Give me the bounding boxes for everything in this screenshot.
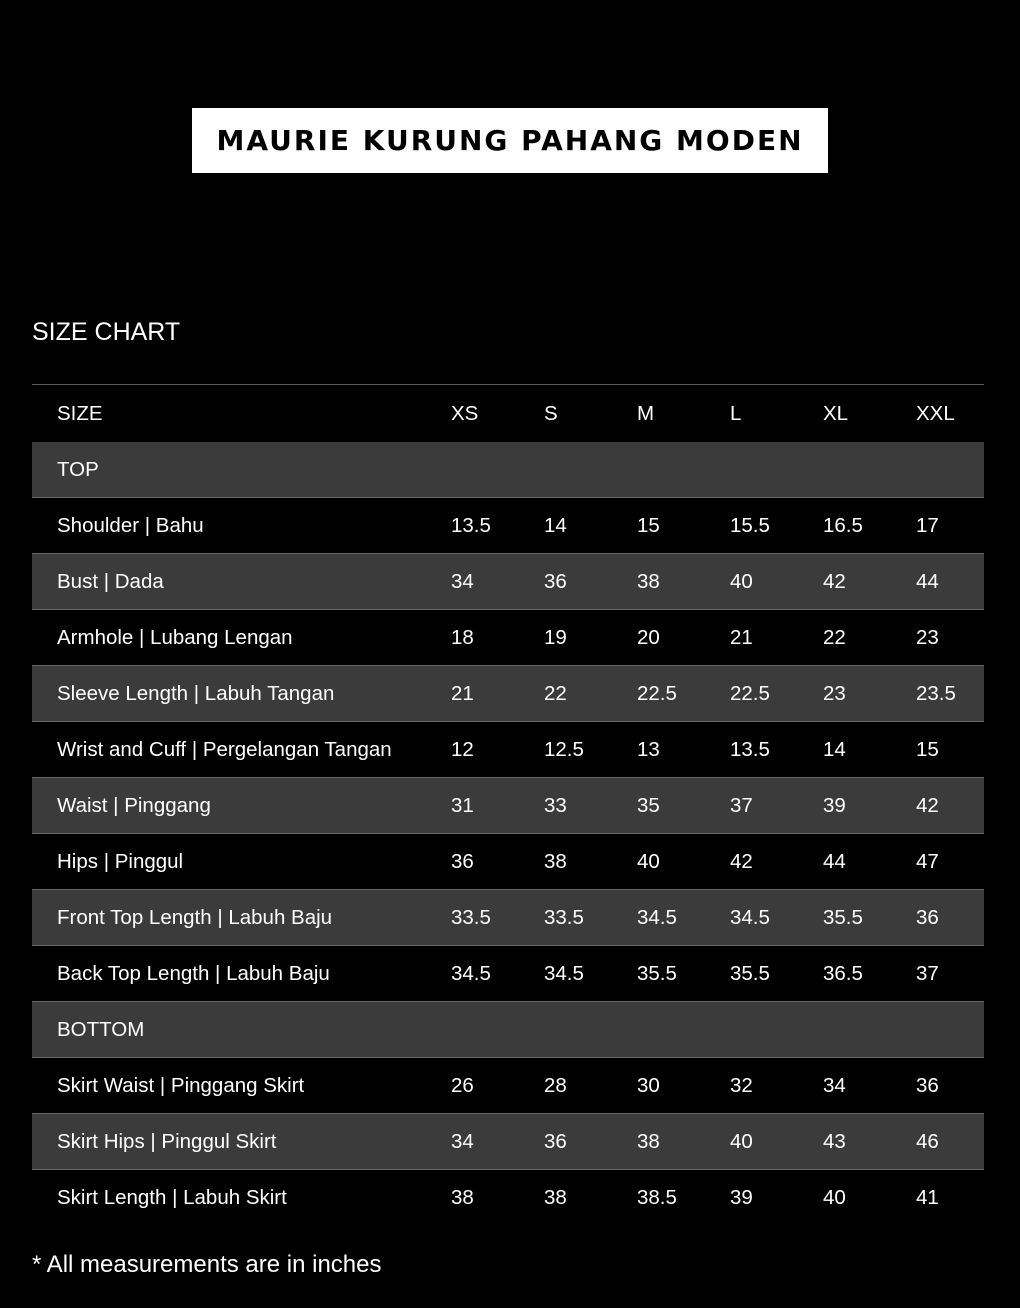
measurement-value: 34.5 (451, 961, 491, 985)
table-row (32, 722, 984, 778)
measurement-value: 36.5 (823, 961, 863, 985)
measurement-value: 18 (451, 625, 474, 649)
measurement-value: 44 (916, 569, 939, 593)
size-chart-table (32, 384, 984, 1226)
measurement-value: 34.5 (637, 905, 677, 929)
measurement-label: Hips | Pinggul (57, 849, 184, 873)
measurement-label: Bust | Dada (57, 569, 164, 593)
measurement-value: 36 (451, 849, 474, 873)
measurement-value: 36 (544, 569, 567, 593)
section-row (32, 1002, 984, 1058)
table-row (32, 1058, 984, 1114)
measurement-value: 35.5 (823, 905, 863, 929)
measurement-value: 40 (730, 569, 753, 593)
measurement-value: 31 (451, 793, 474, 817)
measurement-value: 38.5 (637, 1186, 677, 1209)
measurement-value: 13.5 (451, 513, 491, 537)
measurement-label: Armhole | Lubang Lengan (57, 625, 293, 649)
measurement-value: 22.5 (730, 681, 770, 705)
measurement-value: 37 (730, 793, 753, 817)
measurement-value: 17 (916, 513, 939, 537)
measurement-value: 12.5 (544, 737, 584, 761)
measurement-value: 20 (637, 625, 660, 649)
measurement-value: 47 (916, 849, 939, 873)
measurement-value: 14 (823, 737, 846, 761)
measurement-value: 19 (544, 625, 567, 649)
header-size-l: L (730, 401, 742, 425)
measurement-label: Wrist and Cuff | Pergelangan Tangan (57, 737, 392, 761)
measurement-value: 38 (544, 1186, 567, 1209)
table-row (32, 666, 984, 722)
measurement-label: Back Top Length | Labuh Baju (57, 961, 330, 985)
measurement-value: 38 (544, 849, 567, 873)
measurement-value: 34 (823, 1073, 846, 1097)
measurement-value: 36 (544, 1129, 567, 1153)
measurement-value: 39 (730, 1186, 753, 1209)
measurement-value: 35.5 (730, 961, 770, 985)
measurement-value: 21 (451, 681, 474, 705)
measurement-value: 46 (916, 1129, 939, 1153)
measurement-value: 42 (730, 849, 753, 873)
measurement-value: 13 (637, 737, 660, 761)
measurement-value: 13.5 (730, 737, 770, 761)
measurement-value: 38 (451, 1186, 474, 1209)
measurement-value: 23.5 (916, 681, 956, 705)
measurement-value: 42 (916, 793, 939, 817)
header-size-s: S (544, 401, 558, 425)
measurement-label: Skirt Length | Labuh Skirt (57, 1186, 287, 1209)
measurement-label: Waist | Pinggang (57, 793, 211, 817)
measurement-value: 22 (823, 625, 846, 649)
measurement-value: 15.5 (730, 513, 770, 537)
measurement-value: 40 (823, 1186, 846, 1209)
measurement-value: 33.5 (544, 905, 584, 929)
measurement-value: 41 (916, 1186, 939, 1209)
measurement-value: 22.5 (637, 681, 677, 705)
section-label: TOP (57, 457, 99, 481)
header-size-xxl: XXL (916, 401, 955, 425)
measurement-value: 12 (451, 737, 474, 761)
table-row (32, 498, 984, 554)
section-row (32, 442, 984, 498)
table-row (32, 834, 984, 890)
table-row (32, 946, 984, 1002)
measurement-value: 35.5 (637, 961, 677, 985)
measurement-value: 23 (916, 625, 939, 649)
measurement-value: 32 (730, 1073, 753, 1097)
measurement-value: 15 (916, 737, 939, 761)
measurement-value: 38 (637, 1129, 660, 1153)
measurement-value: 39 (823, 793, 846, 817)
table-row (32, 1114, 984, 1170)
header-size-xl: XL (823, 401, 849, 425)
measurement-value: 35 (637, 793, 660, 817)
measurement-value: 22 (544, 681, 567, 705)
measurement-value: 40 (730, 1129, 753, 1153)
title-banner (192, 108, 828, 173)
table-row (32, 778, 984, 834)
measurement-label: Sleeve Length | Labuh Tangan (57, 681, 335, 705)
measurement-value: 34 (451, 1129, 474, 1153)
measurement-value: 43 (823, 1129, 846, 1153)
measurement-label: Shoulder | Bahu (57, 513, 204, 537)
measurement-value: 36 (916, 905, 939, 929)
section-label: BOTTOM (57, 1017, 145, 1041)
measurement-label: Skirt Waist | Pinggang Skirt (57, 1073, 305, 1097)
table-row (32, 554, 984, 610)
measurement-value: 34 (451, 569, 474, 593)
measurement-footnote: * All measurements are in inches (32, 1251, 382, 1278)
header-size-m: M (637, 401, 655, 425)
table-row (32, 890, 984, 946)
table-header-row (32, 385, 984, 442)
measurement-value: 15 (637, 513, 660, 537)
measurement-value: 28 (544, 1073, 567, 1097)
measurement-value: 26 (451, 1073, 474, 1097)
measurement-value: 33 (544, 793, 567, 817)
measurement-value: 33.5 (451, 905, 491, 929)
measurement-label: Skirt Hips | Pinggul Skirt (57, 1129, 277, 1153)
product-title: MAURIE KURUNG PAHANG MODEN (216, 124, 804, 157)
measurement-value: 36 (916, 1073, 939, 1097)
measurement-value: 42 (823, 569, 846, 593)
measurement-value: 34.5 (544, 961, 584, 985)
header-size-label: SIZE (57, 401, 103, 425)
measurement-value: 30 (637, 1073, 660, 1097)
measurement-value: 14 (544, 513, 567, 537)
table-row (32, 610, 984, 666)
measurement-value: 44 (823, 849, 846, 873)
size-chart-heading: SIZE CHART (32, 318, 181, 346)
measurement-value: 21 (730, 625, 753, 649)
measurement-label: Front Top Length | Labuh Baju (57, 905, 333, 929)
measurement-value: 34.5 (730, 905, 770, 929)
header-size-xs: XS (451, 401, 479, 425)
measurement-value: 40 (637, 849, 660, 873)
measurement-value: 16.5 (823, 513, 863, 537)
table-row (32, 1170, 984, 1226)
measurement-value: 38 (637, 569, 660, 593)
measurement-value: 23 (823, 681, 846, 705)
measurement-value: 37 (916, 961, 939, 985)
